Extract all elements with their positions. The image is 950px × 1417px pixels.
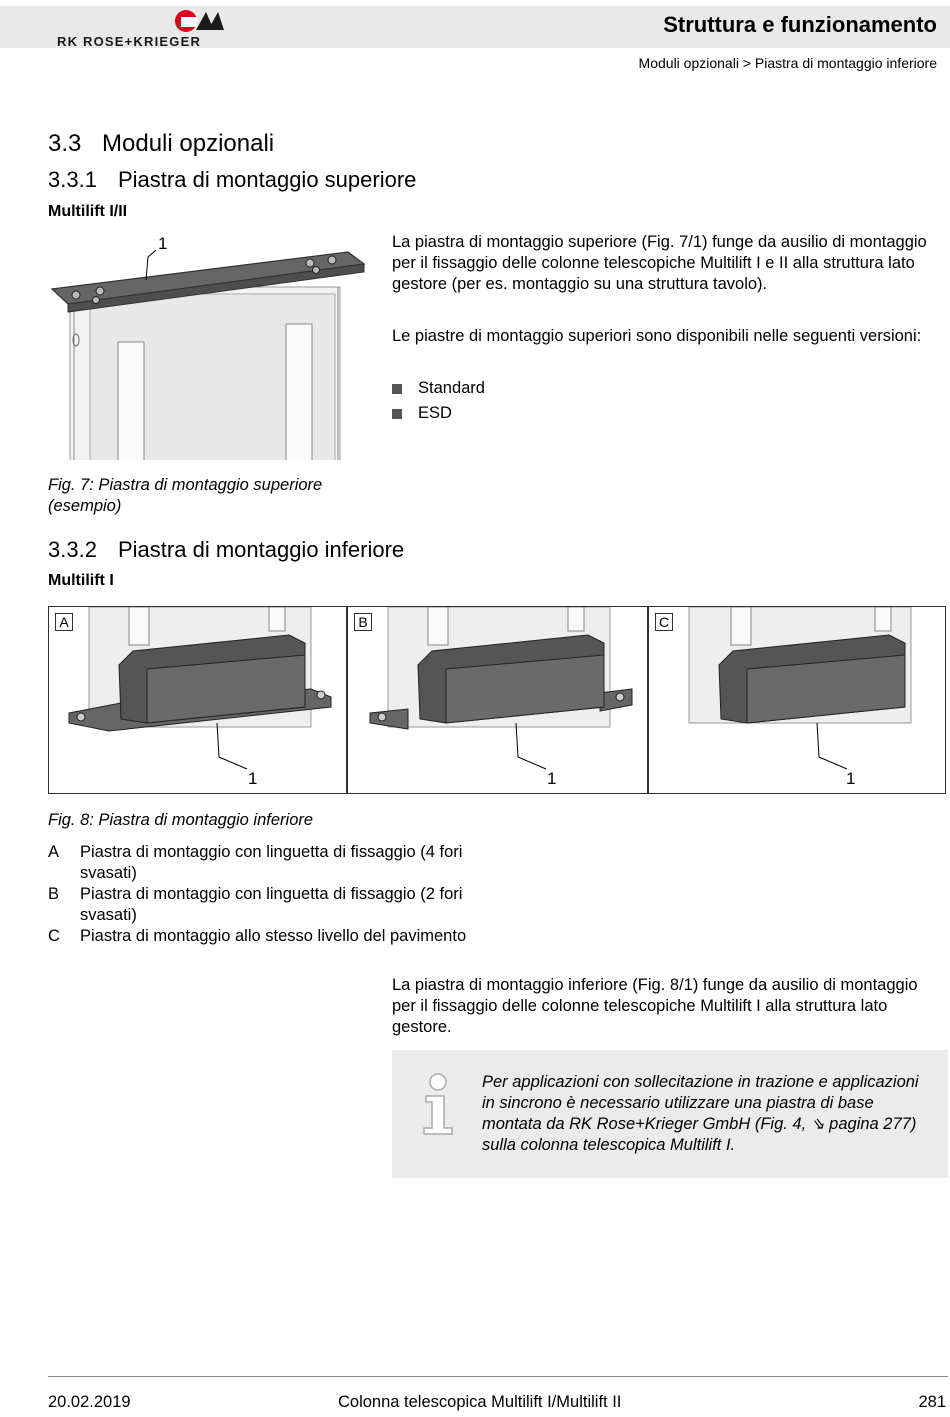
figure-8-legend: [48, 842, 478, 947]
legend-text: Piastra di montaggio con linguetta di fissaggio (4 fori svasati): [80, 843, 463, 882]
panel-label-a: A: [55, 613, 73, 631]
list-item-label: ESD: [418, 404, 452, 422]
page-number: 281: [918, 1393, 946, 1411]
panel-b-callout: 1: [547, 769, 557, 788]
legend-row: [48, 842, 478, 884]
panel-label-b: B: [354, 613, 372, 631]
list-item: [392, 403, 485, 424]
figure-7-caption: Fig. 7: Piastra di montaggio superiore (esempio): [48, 476, 323, 515]
panel-label-c: C: [655, 613, 673, 631]
legend-key: B: [48, 885, 60, 903]
legend-text: Piastra di montaggio allo stesso livello del pavimento: [80, 927, 467, 945]
fig7-callout-1: 1: [158, 234, 168, 253]
versions-list: [392, 378, 485, 428]
section-title: Piastra di montaggio superiore: [118, 167, 417, 192]
paragraph-versions: Le piastre di montaggio superiori sono disponibili nelle seguenti versioni:: [392, 327, 922, 345]
panel-b-illustration: [348, 607, 646, 793]
section-heading-3-3-1: [48, 167, 416, 193]
footer-rule: [48, 1376, 948, 1377]
legend-row: [48, 926, 478, 947]
info-note-text: Per applicazioni con sollecitazione in trazione e applicazioni in sincrono è necessario utilizzare una piastra di base montata da RK Rose+Krieger GmbH (Fig. 4, ⇘ pagina 277) sulla colonna telescopica Multilift I.: [482, 1073, 919, 1154]
figure-7-illustration: [48, 232, 368, 460]
panel-a-callout: 1: [248, 769, 258, 788]
list-item: [392, 378, 485, 399]
info-icon: [418, 1072, 458, 1143]
breadcrumb: Moduli opzionali > Piastra di montaggio inferiore: [638, 55, 937, 71]
panel-a-illustration: [49, 607, 346, 793]
bullet-square-icon: [392, 384, 402, 394]
section-number: 3.3.2: [48, 537, 97, 562]
section-title: Moduli opzionali: [102, 130, 275, 157]
header-title: Struttura e funzionamento: [663, 12, 937, 37]
paragraph-lower-plate: La piastra di montaggio inferiore (Fig. 8/1) funge da ausilio di montaggio per il fissaggio delle colonne telescopiche Multilift I alla struttura lato gestore.: [392, 976, 918, 1036]
panel-c-callout: 1: [846, 769, 856, 788]
legend-key: A: [48, 843, 60, 861]
figure-8-frame: [48, 606, 946, 794]
subtitle-multilift-i-ii: Multilift I/II: [48, 203, 128, 220]
footer-date: 20.02.2019: [48, 1393, 131, 1411]
legend-row: [48, 884, 478, 926]
footer-title: Colonna telescopica Multilift I/Multilift II: [338, 1393, 622, 1411]
logo-text: RK ROSE+KRIEGER: [57, 34, 202, 49]
section-number: 3.3.1: [48, 167, 97, 192]
legend-text: Piastra di montaggio con linguetta di fissaggio (2 fori svasati): [80, 885, 463, 924]
figure-8-caption: Fig. 8: Piastra di montaggio inferiore: [48, 811, 314, 829]
legend-key: C: [48, 927, 60, 945]
subtitle-multilift-i: Multilift I: [48, 572, 114, 589]
bullet-square-icon: [392, 409, 402, 419]
section-heading-3-3-2: [48, 537, 404, 563]
list-item-label: Standard: [418, 379, 485, 397]
section-title: Piastra di montaggio inferiore: [118, 537, 405, 562]
section-number: 3.3: [48, 130, 82, 157]
paragraph-upper-plate: La piastra di montaggio superiore (Fig. 7/1) funge da ausilio di montaggio per il fissaggio delle colonne telescopiche Multilift I e II alla struttura lato gestore (per es. montaggio su una struttura tavolo).: [392, 233, 927, 293]
section-heading-3-3: [48, 130, 274, 158]
panel-c-illustration: [649, 607, 945, 793]
